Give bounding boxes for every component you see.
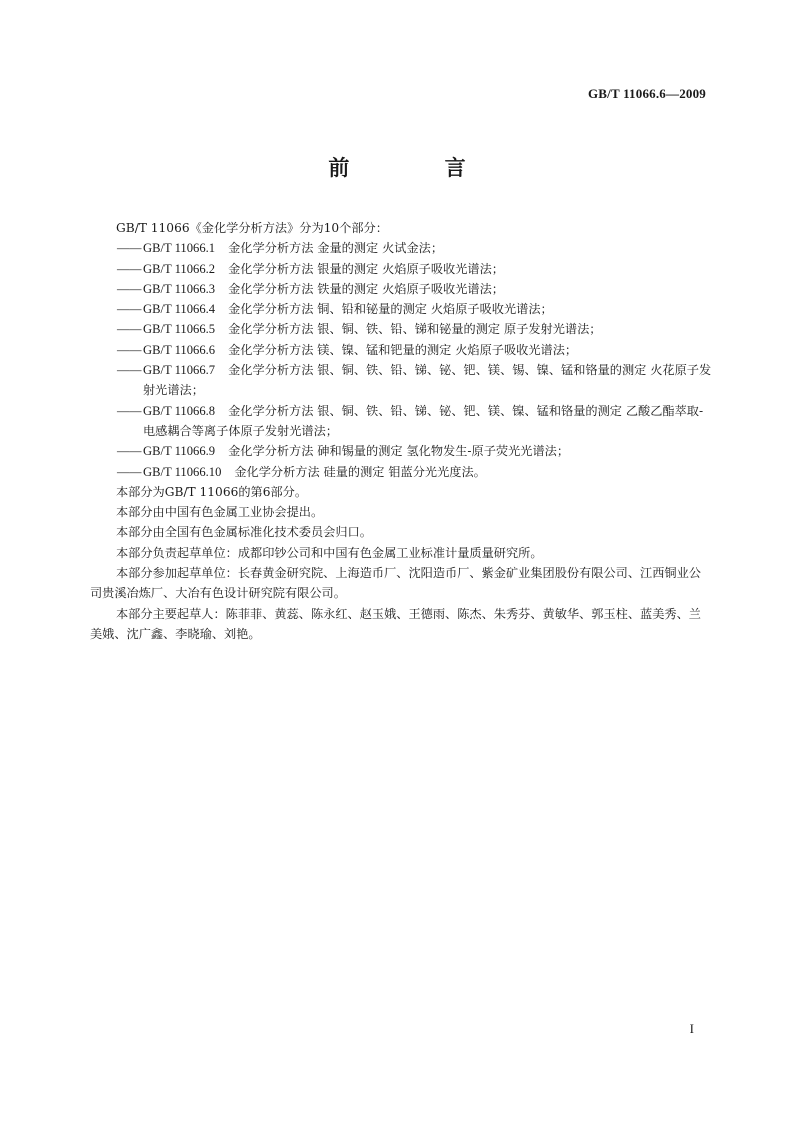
part-item-2 [90, 259, 712, 279]
part-text: 金化学分析方法 砷和锡量的测定 氢化物发生-原子荧光光谱法； [228, 444, 570, 459]
part-item-5 [90, 319, 712, 339]
part-number: GB/T 11066.4 [143, 302, 216, 317]
part-text: 金化学分析方法 镁、镍、锰和钯量的测定 火焰原子吸收光谱法； [228, 342, 578, 357]
page-number: I [689, 1021, 694, 1036]
part-number: GB/T 11066.10 [143, 464, 222, 479]
list-dash: —— [117, 464, 142, 479]
proposer-statement: 本部分由中国有色金属工业协会提出。 [116, 505, 324, 520]
part-item-4 [90, 299, 712, 319]
part-number: GB/T 11066.6 [143, 342, 216, 357]
list-dash: —— [117, 363, 142, 378]
part-number: GB/T 11066.1 [143, 241, 216, 256]
part-number: GB/T 11066.3 [143, 281, 216, 296]
part-item-1 [90, 238, 712, 258]
parts-list [90, 238, 712, 482]
participating-units-statement: 本部分参加起草单位：长春黄金研究院、上海造币厂、沈阳造币厂、紫金矿业集团股份有限公司、江西铜业公司贵溪冶炼厂、大冶有色设计研究院有限公司。 [90, 566, 701, 601]
drafting-unit-statement: 本部分负责起草单位：成都印钞公司和中国有色金属工业标准计量质量研究所。 [116, 545, 543, 560]
intro-paragraph: GB/T 11066《金化学分析方法》分为10个部分： [116, 221, 388, 235]
part-text: 金化学分析方法 铁量的测定 火焰原子吸收光谱法； [228, 281, 504, 296]
part-item-8 [90, 401, 712, 442]
part-text: 金化学分析方法 银、铜、铁、铅、锑和铋量的测定 原子发射光谱法； [228, 322, 602, 337]
drafters-statement: 本部分主要起草人：陈菲菲、黄蕊、陈永红、赵玉娥、王德雨、陈杰、朱秀芬、黄敏华、郭玉柱、蓝美秀、兰美娥、沈广鑫、李晓瑜、刘艳。 [90, 606, 701, 641]
list-dash: —— [117, 302, 142, 317]
part-number: GB/T 11066.2 [143, 261, 216, 276]
standard-code: GB/T 11066.6—2009 [587, 86, 706, 101]
part-number: GB/T 11066.5 [143, 322, 216, 337]
part-item-9 [90, 441, 712, 461]
list-dash: —— [117, 241, 142, 256]
part-number: GB/T 11066.9 [143, 444, 216, 459]
part-item-10 [90, 462, 712, 482]
list-dash: —— [117, 342, 142, 357]
administration-statement: 本部分由全国有色金属标准化技术委员会归口。 [116, 525, 372, 540]
part-item-6 [90, 340, 712, 360]
list-dash: —— [117, 281, 142, 296]
list-dash: —— [117, 403, 142, 418]
part-text: 金化学分析方法 硅量的测定 钼蓝分光光度法。 [234, 464, 486, 479]
part-item-3 [90, 279, 712, 299]
part-number: GB/T 11066.8 [143, 403, 216, 418]
part-number: GB/T 11066.7 [143, 363, 216, 378]
part-item-7 [90, 360, 712, 401]
part-text: 金化学分析方法 银量的测定 火焰原子吸收光谱法； [228, 261, 504, 276]
part-text: 金化学分析方法 铜、铅和铋量的测定 火焰原子吸收光谱法； [228, 302, 553, 317]
foreword-body [90, 218, 712, 644]
part-text: 金化学分析方法 银、铜、铁、铅、锑、铋、钯、镁、锡、镍、锰和铬量的测定 火花原子发射光谱法； [143, 363, 712, 398]
part-statement: 本部分为GB/T 11066的第6部分。 [116, 484, 308, 499]
part-text: 金化学分析方法 银、铜、铁、铅、锑、铋、钯、镁、镍、锰和铬量的测定 乙酸乙酯萃取-电感耦合等离子体原子发射光谱法； [143, 403, 704, 438]
list-dash: —— [117, 444, 142, 459]
list-dash: —— [117, 261, 142, 276]
part-text: 金化学分析方法 金量的测定 火试金法； [228, 241, 444, 256]
list-dash: —— [117, 322, 142, 337]
page-title: 前 言 [328, 156, 510, 180]
